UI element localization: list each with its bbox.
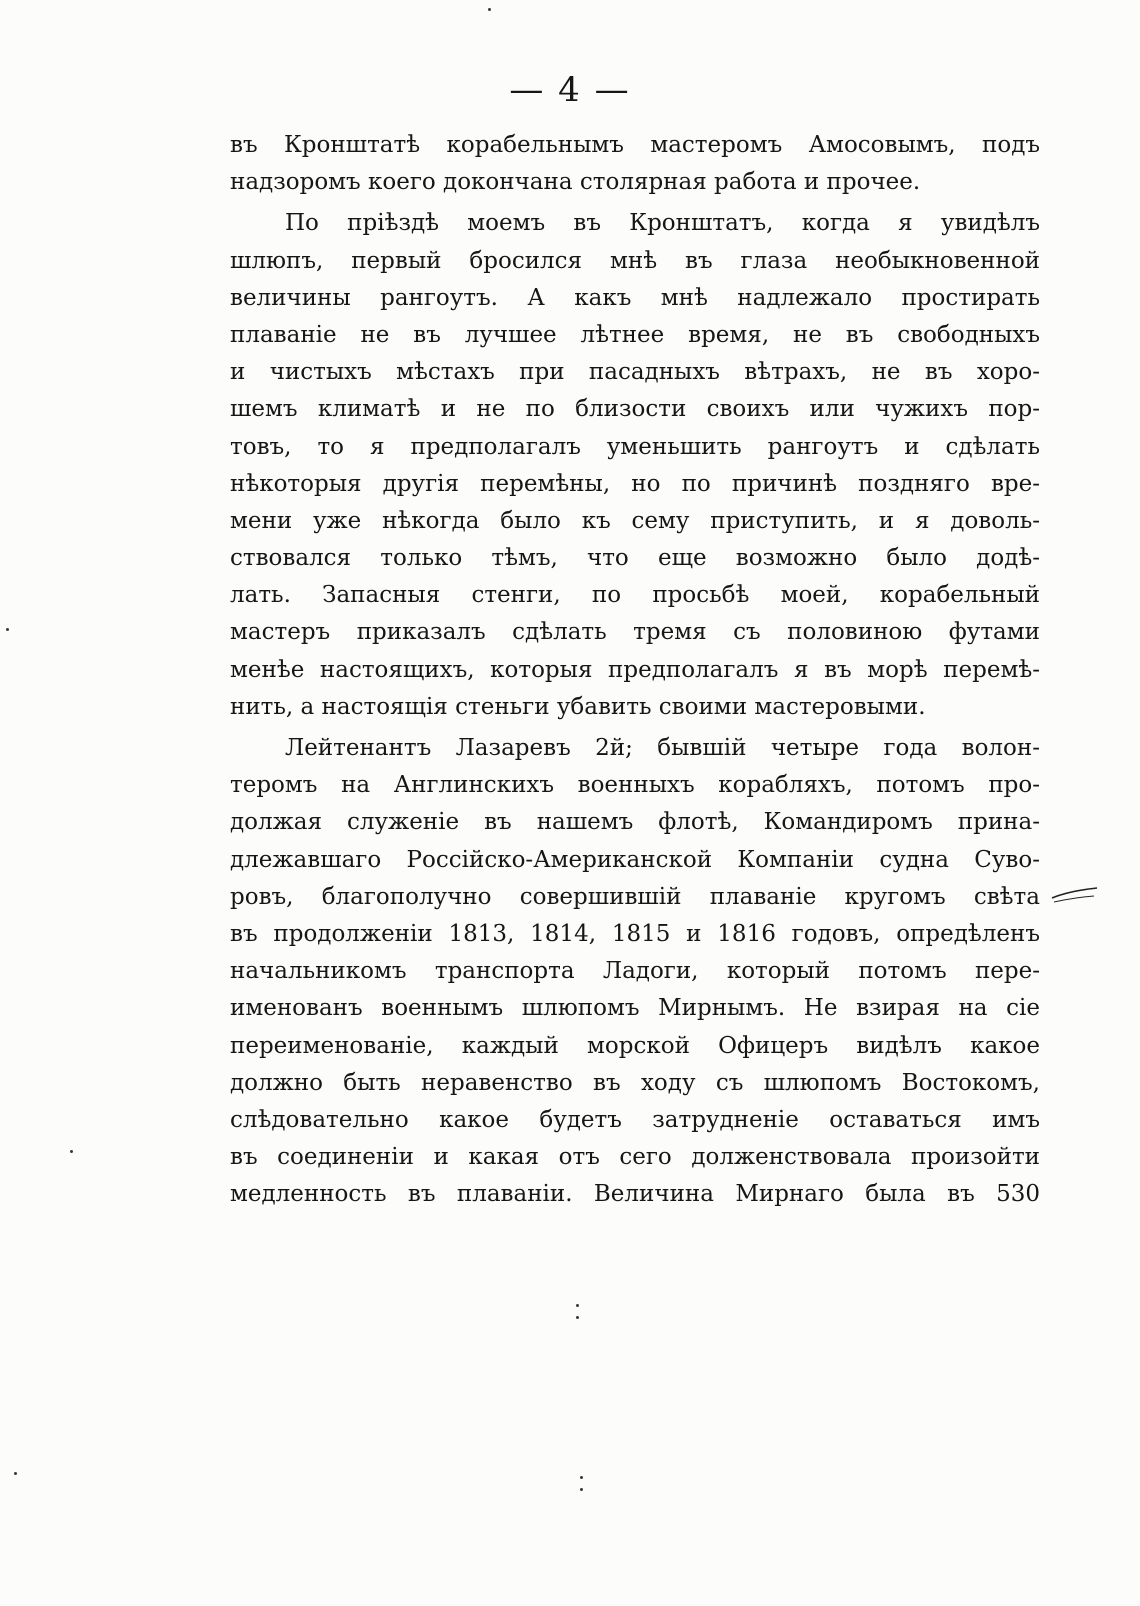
scan-speck — [576, 1304, 579, 1307]
text-line: нить, а настоящія стеньги убавить своими мастеровыми. — [230, 693, 926, 720]
text-line: шемъ климатѣ и не по близости своихъ или чужихъ пор- — [230, 396, 1040, 423]
text-line: товъ, то я предполагалъ уменьшить рангоутъ и сдѣлать — [230, 433, 1040, 460]
text-line: менѣе настоящихъ, которыя предполагалъ я въ морѣ перемѣ- — [230, 656, 1040, 683]
text-line: въ Кронштатѣ корабельнымъ мастеромъ Амосовымъ, подъ — [230, 132, 1040, 158]
text-line: ствовался только тѣмъ, что еще возможно было додѣ- — [230, 545, 1040, 572]
scan-speck — [576, 1316, 579, 1319]
text-line: должно быть неравенство въ ходу съ шлюпомъ Востокомъ, — [230, 1069, 1040, 1096]
text-line: величины рангоутъ. А какъ мнѣ надлежало простирать — [230, 284, 1040, 311]
text-line: слѣдовательно какое будетъ затрудненіе оставаться имъ — [230, 1106, 1040, 1133]
text-line: По пріѣздѣ моемъ въ Кронштатъ, когда я увидѣлъ — [285, 210, 1040, 237]
text-line: длежавшаго Россійско-Американской Компаніи судна Суво- — [230, 846, 1040, 873]
scan-speck — [488, 8, 491, 11]
scan-speck — [70, 1150, 73, 1153]
scan-speck — [580, 1476, 583, 1479]
text-line: медленность въ плаваніи. Величина Мирнаго была въ 530 — [230, 1181, 1040, 1208]
body-text — [230, 127, 1040, 1213]
text-line: въ продолженіи 1813, 1814, 1815 и 1816 годовъ, опредѣленъ — [230, 920, 1040, 947]
text-line: теромъ на Англинскихъ военныхъ корабляхъ, потомъ про- — [230, 772, 1040, 799]
text-line: плаваніе не въ лучшее лѣтнее время, не въ свободныхъ — [230, 321, 1040, 348]
text-line: мастеръ приказалъ сдѣлать тремя съ половиною футами — [230, 619, 1040, 646]
text-line: Лейтенантъ Лазаревъ 2й; бывшій четыре года волон- — [285, 735, 1040, 761]
text-line: шлюпъ, первый бросился мнѣ въ глаза необыкновенной — [230, 247, 1040, 274]
text-line: надзоромъ коего докончана столярная работа и прочее. — [230, 169, 921, 196]
text-line: нѣкоторыя другія перемѣны, но по причинѣ поздняго вре- — [230, 470, 1040, 497]
scan-speck — [6, 628, 9, 631]
text-line: и чистыхъ мѣстахъ при пасадныхъ вѣтрахъ, не въ хоро- — [230, 359, 1040, 386]
text-line: лать. Запасныя стенги, по просьбѣ моей, корабельный — [230, 582, 1040, 609]
margin-pen-stroke — [1050, 884, 1100, 908]
scan-speck — [580, 1488, 583, 1491]
text-line: въ соединеніи и какая отъ сего долженствовала произойти — [230, 1144, 1040, 1171]
text-line: именованъ военнымъ шлюпомъ Мирнымъ. Не взирая на сіе — [230, 995, 1040, 1022]
text-line: ровъ, благополучно совершившій плаваніе кругомъ свѣта — [230, 883, 1040, 910]
text-line: начальникомъ транспорта Ладоги, который потомъ пере- — [230, 958, 1040, 985]
text-line: переименованіе, каждый морской Офицеръ видѣлъ какое — [230, 1032, 1040, 1059]
page-number: — 4 — — [509, 70, 631, 110]
text-line: должая служеніе въ нашемъ флотѣ, Командиромъ прина- — [230, 809, 1040, 836]
scan-speck — [14, 1472, 17, 1475]
text-line: мени уже нѣкогда было къ сему приступить, и я доволь- — [230, 507, 1040, 534]
